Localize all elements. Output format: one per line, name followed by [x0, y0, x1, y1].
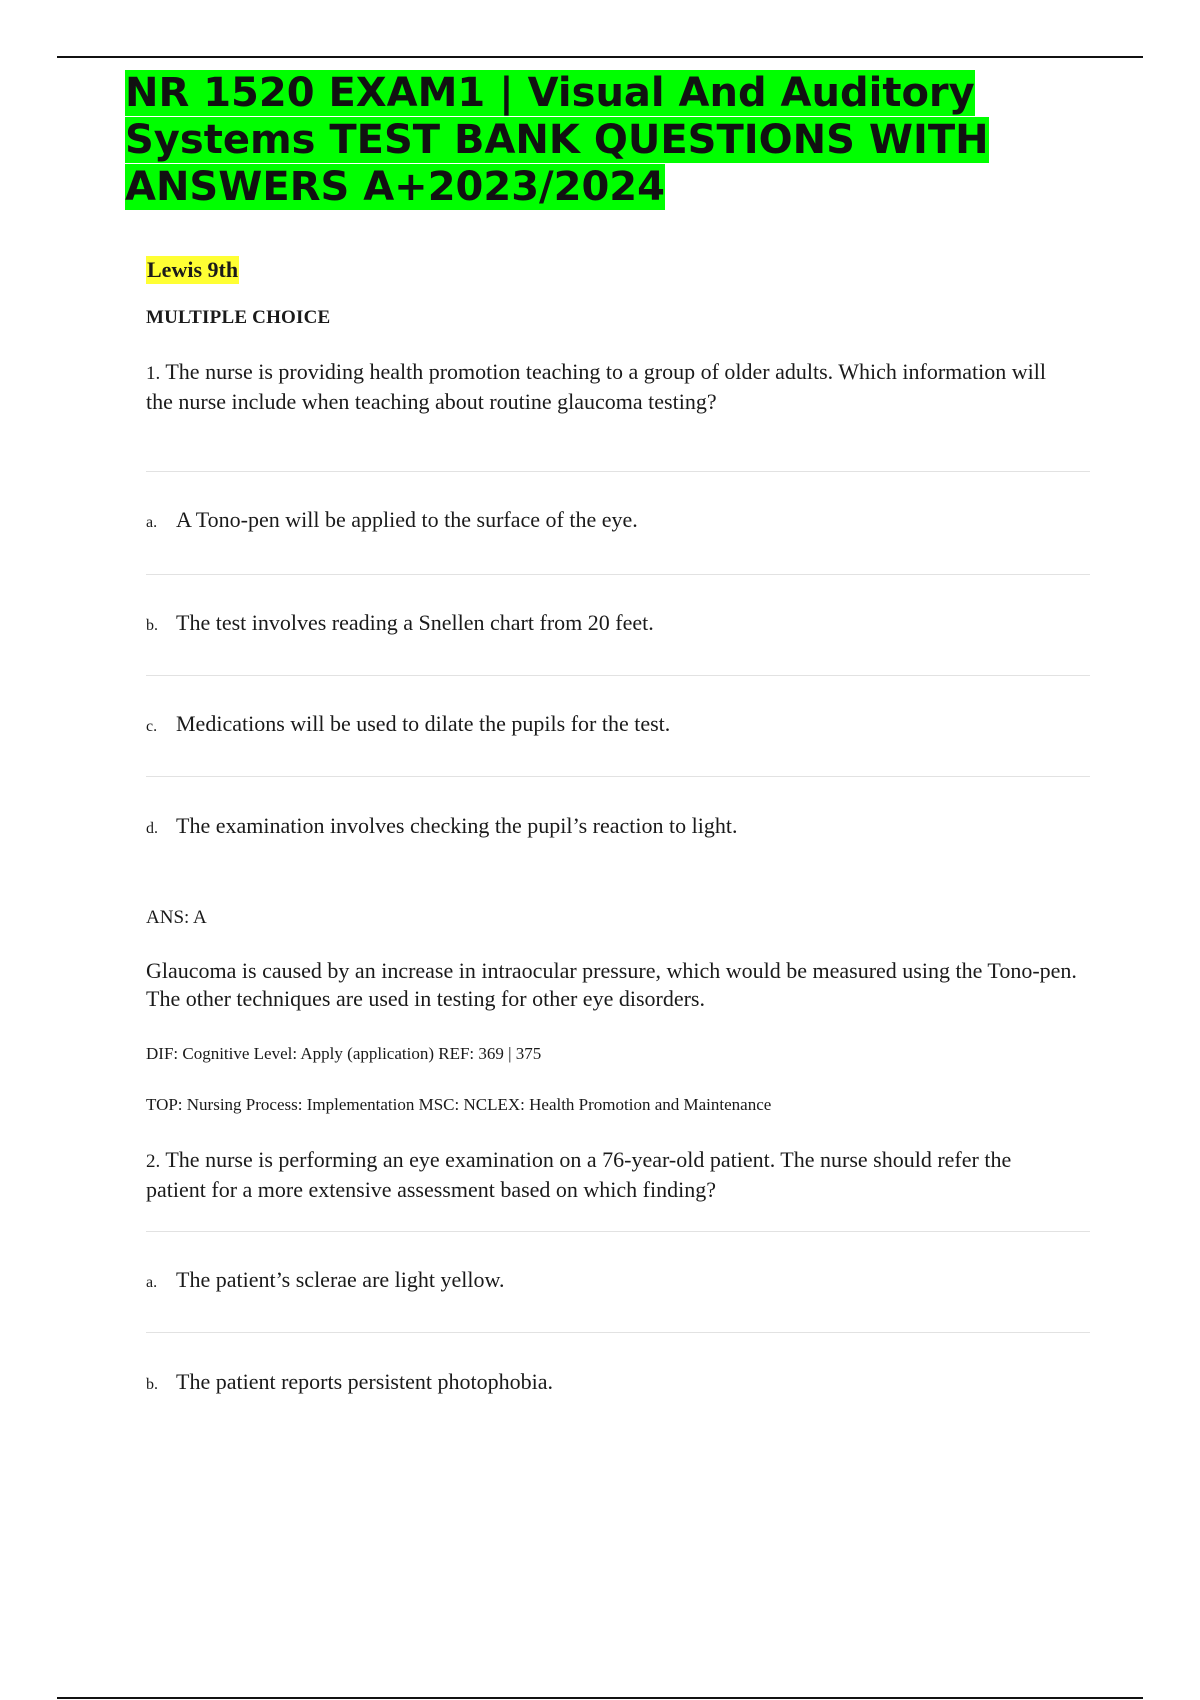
option-letter: c. [146, 718, 158, 735]
option-1c [146, 710, 670, 741]
question-text: The nurse is performing an eye examination on a 76-year-old patient. The nurse should refer the patient for a more extensive assessment based on which finding? [146, 1147, 1012, 1202]
option-letter: a. [146, 1274, 158, 1291]
option-letter: b. [146, 617, 158, 634]
question-number: 1. [146, 363, 161, 384]
divider [146, 471, 1090, 472]
option-2b [146, 1368, 553, 1399]
divider [146, 1332, 1090, 1333]
question-number: 2. [146, 1151, 161, 1172]
question-1 [146, 358, 1046, 416]
option-letter: b. [146, 1376, 158, 1393]
divider [146, 675, 1090, 676]
option-text: A Tono-pen will be applied to the surface of the eye. [176, 507, 638, 532]
answer-rationale: Glaucoma is caused by an increase in intraocular pressure, which would be measured using the Tono-pen. The other techniques are used in testing for other eye disorders. [146, 958, 1077, 1011]
option-1a [146, 506, 638, 537]
topic-msc: TOP: Nursing Process: Implementation MSC: NCLEX: Health Promotion and Maintenance [146, 1095, 772, 1114]
question-text: The nurse is providing health promotion teaching to a group of older adults. Which information will the nurse include when teaching about routine glaucoma testing? [146, 359, 1046, 414]
bottom-rule [57, 1697, 1143, 1699]
option-letter: a. [146, 514, 158, 531]
question-2 [146, 1146, 1046, 1204]
edition-label: Lewis 9th [147, 257, 239, 282]
option-text: The patient’s sclerae are light yellow. [176, 1267, 505, 1292]
option-2a [146, 1266, 504, 1297]
option-1b [146, 609, 654, 640]
divider [146, 776, 1090, 777]
section-heading: MULTIPLE CHOICE [146, 307, 331, 328]
option-1d [146, 812, 737, 843]
top-rule [57, 56, 1143, 58]
divider [146, 574, 1090, 575]
option-text: The patient reports persistent photophobia. [176, 1369, 553, 1394]
divider [146, 1231, 1090, 1232]
answer-key: ANS: A [146, 907, 207, 928]
option-text: Medications will be used to dilate the pupils for the test. [176, 711, 671, 736]
difficulty-reference: DIF: Cognitive Level: Apply (application) REF: 369 | 375 [146, 1044, 542, 1063]
option-text: The examination involves checking the pupil’s reaction to light. [176, 813, 738, 838]
document-title: NR 1520 EXAM1 | Visual And Auditory Systems TEST BANK QUESTIONS WITH ANSWERS A+2023/2024 [125, 70, 989, 210]
option-text: The test involves reading a Snellen chart from 20 feet. [176, 610, 654, 635]
option-letter: d. [146, 820, 158, 837]
